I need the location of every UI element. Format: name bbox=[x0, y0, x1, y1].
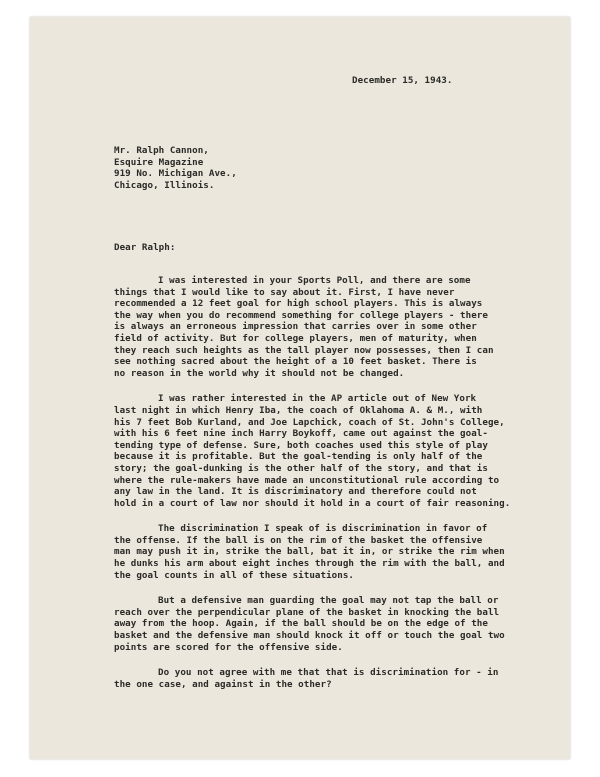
text-line: basket and the defensive man should knock it off or touch the goal two bbox=[114, 630, 505, 642]
text-line: with his 6 feet nine inch Harry Boykoff, came out against the goal- bbox=[114, 428, 488, 440]
text-line: Do you not agree with me that that is discrimination for - in bbox=[158, 667, 499, 679]
letter-page bbox=[30, 17, 570, 759]
text-line: no reason in the world why it should not be changed. bbox=[114, 367, 405, 379]
address-line: 919 No. Michigan Ave., bbox=[114, 168, 237, 180]
text-line: the goal counts in all of these situations. bbox=[114, 569, 354, 581]
text-line: his 7 feet Bob Kurland, and Joe Lapchick, coach of St. John's College, bbox=[114, 416, 505, 428]
text-line: story; the goal-dunking is the other half of the story, and that is bbox=[114, 462, 488, 474]
text-line: they reach such heights as the tall player now possesses, then I can bbox=[114, 344, 494, 356]
text-line: the one case, and against in the other? bbox=[114, 678, 332, 690]
text-line: I was rather interested in the AP article out of New York bbox=[158, 393, 477, 405]
text-line: see nothing sacred about the height of a 10 feet basket. There is bbox=[114, 356, 477, 368]
paragraph bbox=[114, 595, 554, 653]
text-line: reach over the perpendicular plane of the basket in knocking the ball bbox=[114, 606, 500, 618]
text-line: because it is profitable. But the goal-tending is only half of the bbox=[114, 451, 483, 463]
text-line: the offense. If the ball is on the rim of the basket the offensive bbox=[114, 534, 483, 546]
text-line: last night in which Henry Iba, the coach of Oklahoma A. & M., with bbox=[114, 404, 483, 416]
text-line: things that I would like to say about it. First, I have never bbox=[114, 286, 455, 298]
text-line: he dunks his arm about eight inches through the rim with the ball, and bbox=[114, 558, 505, 570]
address-line: Mr. Ralph Cannon, bbox=[114, 145, 209, 156]
letter-date: December 15, 1943. bbox=[352, 75, 453, 86]
paragraph bbox=[114, 667, 554, 690]
text-line: man may push it in, strike the ball, bat it in, or strike the rim when bbox=[114, 546, 505, 558]
text-line: recommended a 12 feet goal for high school players. This is always bbox=[114, 298, 483, 310]
text-line: any law in the land. It is discriminatory and therefore could not bbox=[114, 486, 477, 498]
text-line: field of activity. But for college players, men of maturity, when bbox=[114, 332, 477, 344]
text-line: the way when you do recommend something for college players - there bbox=[114, 309, 488, 321]
text-line: hold in a court of law nor should it hold in a court of fair reasoning. bbox=[114, 497, 511, 509]
paragraph bbox=[114, 523, 554, 581]
address-line: Esquire Magazine bbox=[114, 156, 204, 168]
salutation: Dear Ralph: bbox=[114, 242, 176, 253]
letter-body bbox=[114, 275, 554, 704]
text-line: is always an erroneous impression that carries over in some other bbox=[114, 321, 477, 333]
text-line: where the rule-makers have made an unconstitutional rule according to bbox=[114, 474, 500, 486]
address-line: Chicago, Illinois. bbox=[114, 179, 215, 191]
text-line: I was interested in your Sports Poll, and there are some bbox=[158, 275, 471, 286]
text-line: But a defensive man guarding the goal may not tap the ball or bbox=[158, 595, 499, 607]
text-line: points are scored for the offensive side. bbox=[114, 641, 343, 653]
text-line: away from the hoop. Again, if the ball should be on the edge of the bbox=[114, 618, 488, 630]
text-line: tending type of defense. Sure, both coaches used this style of play bbox=[114, 439, 488, 451]
paragraph bbox=[114, 275, 554, 379]
text-line: The discrimination I speak of is discrimination in favor of bbox=[158, 523, 488, 535]
paragraph bbox=[114, 393, 554, 509]
recipient-address bbox=[114, 145, 237, 191]
